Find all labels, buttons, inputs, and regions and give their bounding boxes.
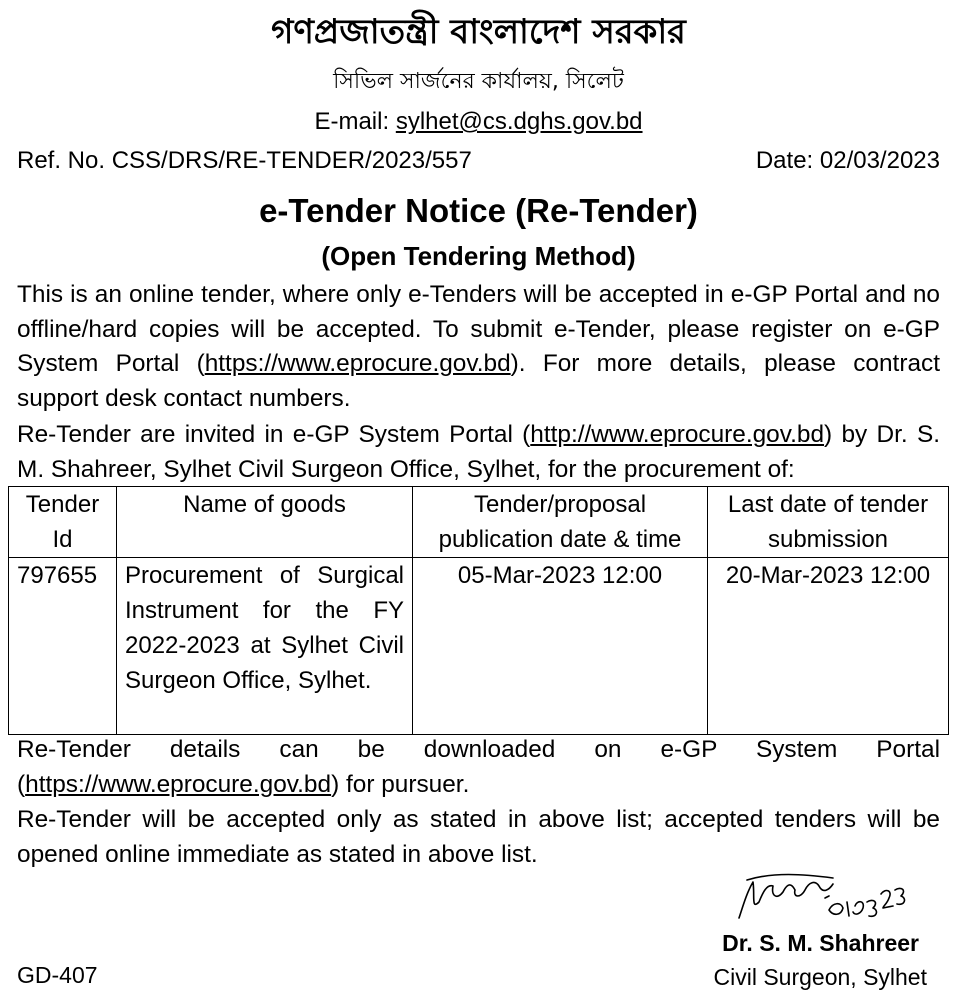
government-title: গণপ্রজাতন্ত্রী বাংলাদেশ সরকার xyxy=(271,12,686,52)
reference-number: Ref. No. CSS/DRS/RE-TENDER/2023/557 xyxy=(17,147,472,174)
column-header: Last date of tender submission xyxy=(708,487,949,558)
notice-title: e-Tender Notice (Re-Tender) xyxy=(259,192,698,229)
tender-id-cell: 797655 xyxy=(9,558,117,735)
table-row xyxy=(9,558,949,735)
download-text-a: Re-Tender details can be downloaded on e-GP System Portal ( xyxy=(17,736,940,798)
invitation-paragraph xyxy=(17,418,940,487)
email-link[interactable]: sylhet@cs.dghs.gov.bd xyxy=(395,108,643,135)
intro-text-b: ). For more details, please contract support desk contact numbers. xyxy=(17,350,940,412)
signatory-title: Civil Surgeon, Sylhet xyxy=(713,964,927,990)
table-header-row xyxy=(9,487,949,558)
eprocure-link[interactable]: https://www.eprocure.gov.bd xyxy=(204,350,511,377)
eprocure-link[interactable]: http://www.eprocure.gov.bd xyxy=(530,421,825,448)
acceptance-paragraph: Re-Tender will be accepted only as stated in above list; accepted tenders will be opened online immediate as stated in above list. xyxy=(17,806,940,868)
intro-paragraph xyxy=(17,278,940,416)
column-header: Tender/proposal publication date & time xyxy=(413,487,708,558)
tender-table xyxy=(8,486,949,735)
goods-cell: Procurement of Surgical Instrument for the FY 2022-2023 at Sylhet Civil Surgeon Office, Sylhet. xyxy=(117,558,413,735)
column-header: Name of goods xyxy=(117,487,413,558)
email-line xyxy=(0,106,957,138)
notice-date: Date: 02/03/2023 xyxy=(755,147,940,174)
download-paragraph xyxy=(17,733,940,802)
notice-subtitle: (Open Tendering Method) xyxy=(321,241,636,271)
signatory-name: Dr. S. M. Shahreer xyxy=(722,930,919,956)
column-header: Tender Id xyxy=(9,487,117,558)
gd-code: GD-407 xyxy=(17,962,98,988)
office-name: সিভিল সার্জনের কার্যালয়, সিলেট xyxy=(333,69,624,94)
handwritten-signature xyxy=(733,862,911,930)
last-date-cell: 20-Mar-2023 12:00 xyxy=(708,558,949,735)
download-text-b: ) for pursuer. xyxy=(331,770,470,798)
intro-text-a: This is an online tender, where only e-Tenders will be accepted in e-GP Portal and no offline/hard copies will be accepted. To submit e-Tender, please register on e-GP System Portal ( xyxy=(17,281,940,377)
eprocure-link[interactable]: https://www.eprocure.gov.bd xyxy=(25,770,332,798)
invitation-text-b: ) by Dr. S. M. Shahreer, Sylhet Civil Surgeon Office, Sylhet, for the procurement of: xyxy=(17,421,940,483)
publication-date-cell: 05-Mar-2023 12:00 xyxy=(413,558,708,735)
email-label: E-mail: xyxy=(314,108,390,135)
invitation-text-a: Re-Tender are invited in e-GP System Portal ( xyxy=(17,421,531,448)
